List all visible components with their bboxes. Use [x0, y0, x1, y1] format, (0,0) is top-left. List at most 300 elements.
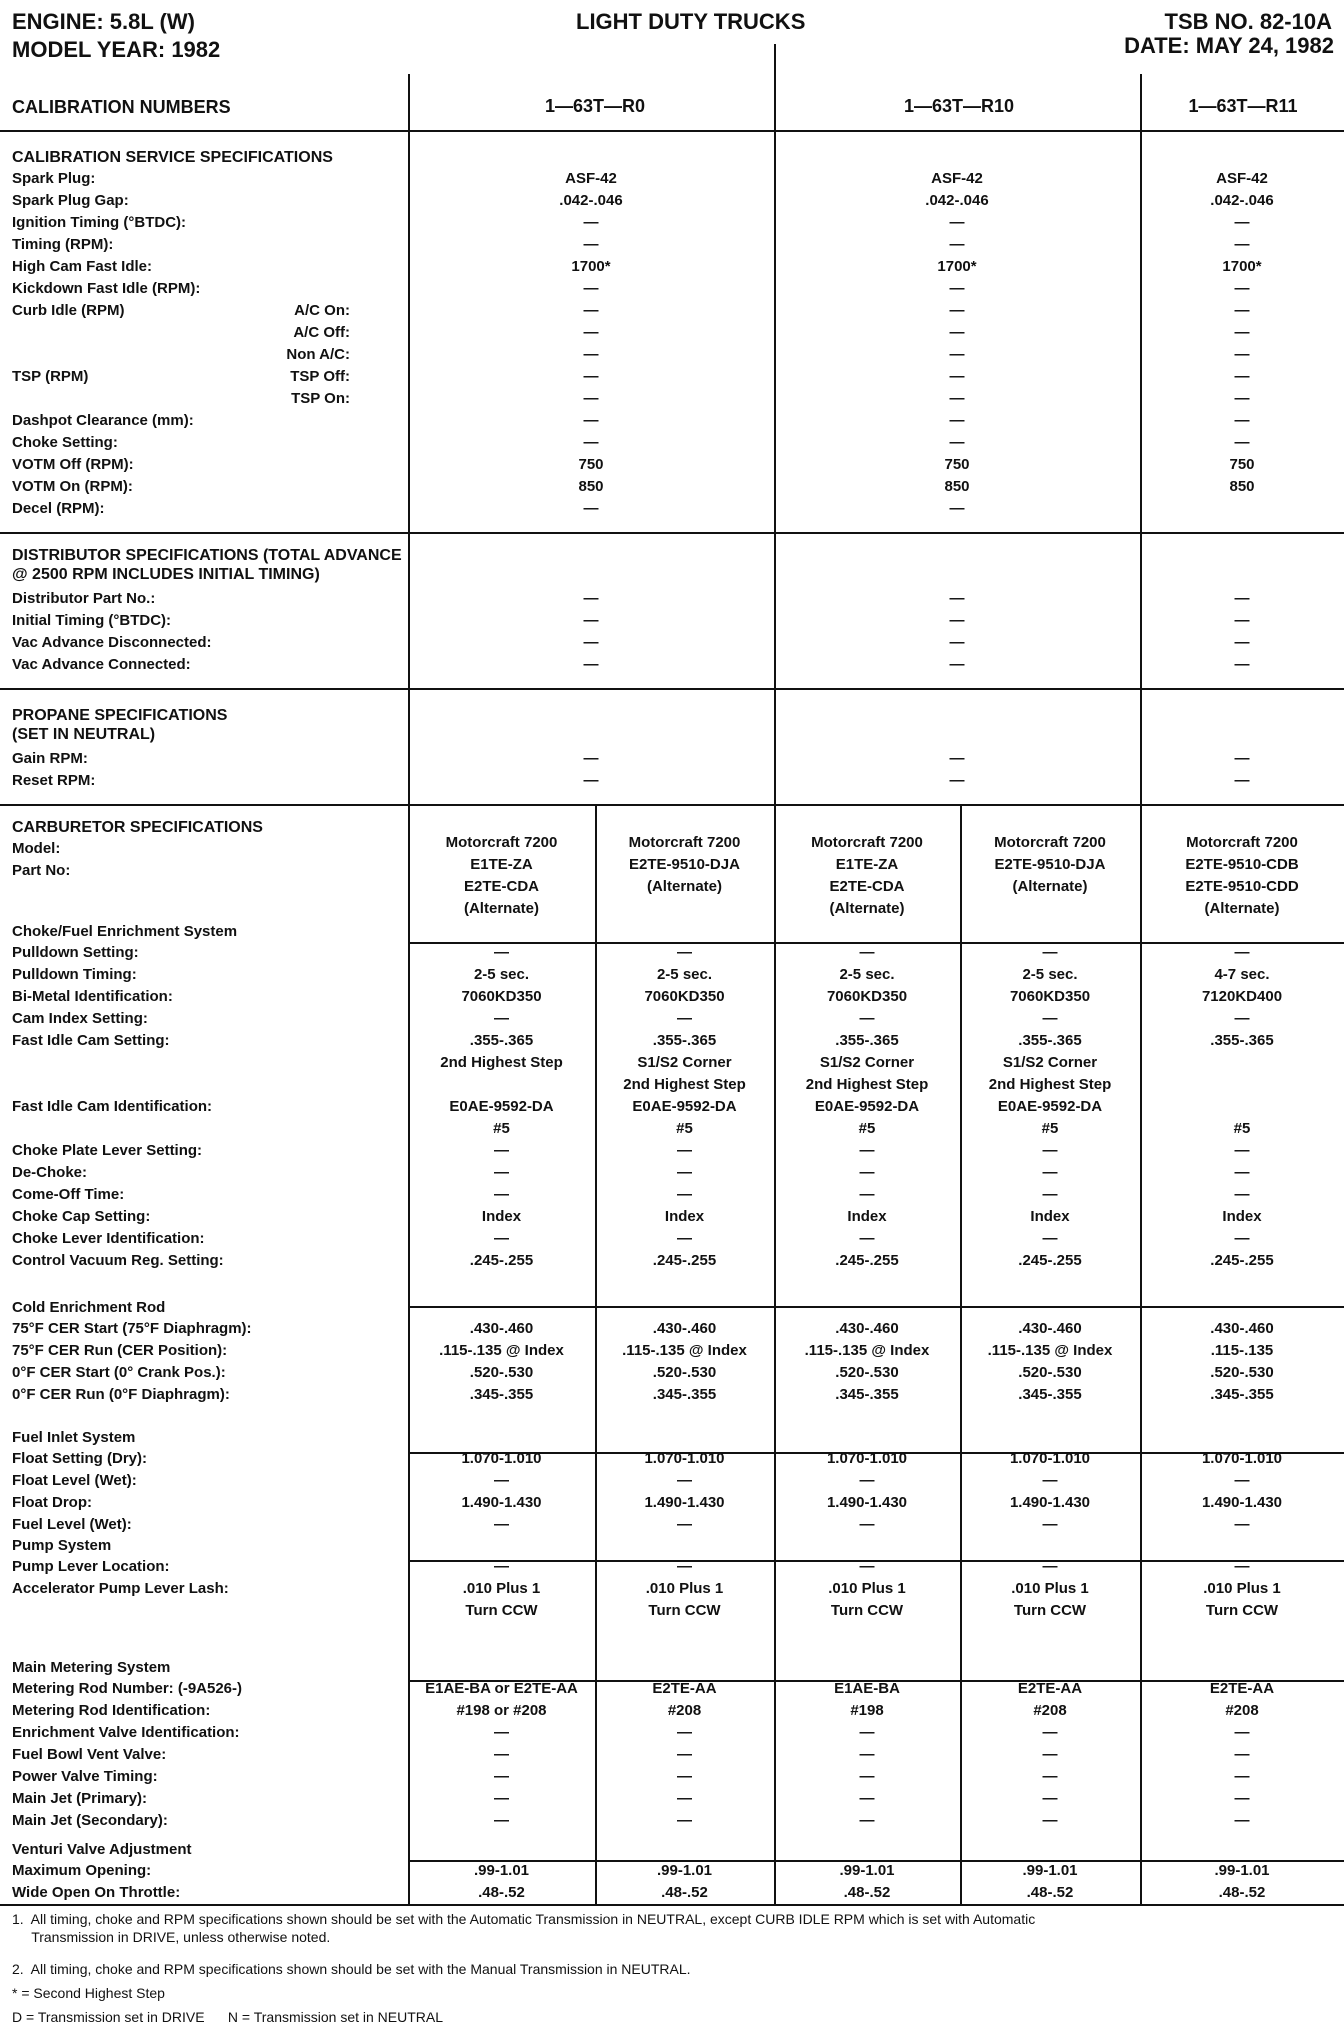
calibration-col-3: 1—63T—R11 [1188, 96, 1298, 116]
spec-value: — [494, 1010, 509, 1027]
spec-value: Index [1030, 1208, 1070, 1225]
spec-value: E2TE-AA [1209, 1680, 1275, 1697]
distributor-row-value [408, 610, 774, 632]
main-metering-row-label: Metering Rod Identification: [12, 1702, 211, 1719]
cold-column [960, 1318, 1140, 1406]
spec-value: — [949, 750, 965, 767]
service-row-value [1140, 256, 1344, 278]
spec-value: #198 or #208 [456, 1702, 547, 1719]
spec-value: #198 [850, 1702, 884, 1719]
service-row-sublabel: A/C Off: [293, 324, 350, 341]
spec-value: 1700* [1222, 258, 1262, 275]
spec-value: 2-5 sec. [1022, 966, 1078, 983]
spec-value: — [1234, 750, 1250, 767]
spec-value: — [1234, 1164, 1250, 1181]
spec-value: .245-.255 [835, 1252, 899, 1269]
spec-value: — [949, 590, 965, 607]
footnote-3: * = Second Highest Step [12, 1985, 165, 2001]
carburetor-model-labels: Model: Part No: [12, 840, 71, 879]
spec-value: — [583, 434, 599, 451]
service-row-value [774, 366, 1140, 388]
spec-value: — [494, 1472, 509, 1489]
cold-row-label: 75°F CER Run (CER Position): [12, 1342, 228, 1359]
spec-value: 2nd Highest Step [440, 1054, 563, 1071]
service-row-value [774, 212, 1140, 234]
spec-value: 1.490-1.430 [461, 1494, 542, 1511]
service-row-value [774, 454, 1140, 476]
choke-row-label: Cam Index Setting: [12, 1010, 148, 1027]
service-row-label: VOTM On (RPM): [12, 478, 133, 495]
spec-value: 2-5 sec. [656, 966, 713, 983]
spec-value: .245-.255 [1018, 1252, 1082, 1269]
carburetor-model-cell: Motorcraft 7200 E1TE-ZA E2TE-CDA (Alternate) [445, 834, 558, 917]
choke-column [774, 942, 960, 1272]
spec-value: — [949, 390, 965, 407]
spec-value: 1.070-1.010 [644, 1450, 725, 1467]
spec-value: — [1234, 1472, 1250, 1489]
service-row-value [1140, 344, 1344, 366]
spec-value: .520-.530 [1210, 1364, 1274, 1381]
propane-row-value [1140, 748, 1344, 770]
service-row-value [408, 498, 774, 520]
grid-line [0, 804, 1344, 806]
spec-value: 850 [944, 478, 970, 495]
service-row-value [408, 388, 774, 410]
fuel-inlet-title: Fuel Inlet System [12, 1429, 136, 1446]
service-row-value [408, 234, 774, 256]
spec-value: — [1234, 656, 1250, 673]
venturi-title: Venturi Valve Adjustment [12, 1841, 192, 1858]
spec-value: — [1234, 1724, 1250, 1741]
spec-value: — [583, 500, 599, 517]
spec-value: — [583, 412, 599, 429]
spec-value: .99-1.01 [1214, 1862, 1270, 1879]
spec-value: 7060KD350 [826, 988, 908, 1005]
choke-title: Choke/Fuel Enrichment System [12, 923, 238, 940]
spec-value: — [677, 1230, 692, 1247]
spec-value: E2TE-AA [1017, 1680, 1083, 1697]
spec-value: Turn CCW [648, 1602, 721, 1619]
service-row-value [1140, 212, 1344, 234]
spec-value: — [859, 1768, 875, 1785]
spec-value: .99-1.01 [1022, 1862, 1078, 1879]
spec-value: — [677, 1812, 692, 1829]
spec-value: — [1234, 1746, 1250, 1763]
carburetor-model-cell: Motorcraft 7200 E2TE-9510-DJA (Alternate) [994, 834, 1106, 895]
service-row-value [408, 344, 774, 366]
venturi-column [960, 1860, 1140, 1904]
service-row-value [774, 256, 1140, 278]
service-row-value [408, 432, 774, 454]
service-row-label: Decel (RPM): [12, 500, 105, 517]
spec-value: .115-.135 @ Index [804, 1342, 930, 1359]
service-row-value [774, 300, 1140, 322]
spec-value: — [949, 772, 965, 789]
spec-value: — [677, 1724, 692, 1741]
service-row-label: Timing (RPM): [12, 236, 114, 253]
spec-value: — [1234, 1558, 1250, 1575]
service-row-value [1140, 234, 1344, 256]
spec-value: — [494, 1790, 509, 1807]
service-section-title: CALIBRATION SERVICE SPECIFICATIONS [12, 149, 333, 166]
spec-value: Turn CCW [465, 1602, 538, 1619]
choke-row-label: De-Choke: [12, 1164, 88, 1181]
spec-value: — [949, 214, 965, 231]
service-row-value [1140, 454, 1344, 476]
spec-value: — [583, 368, 599, 385]
spec-value: — [677, 1746, 692, 1763]
pump-row-label: Accelerator Pump Lever Lash: [12, 1580, 229, 1597]
spec-value: #5 [676, 1120, 693, 1137]
service-row-value [408, 278, 774, 300]
spec-value: 1.070-1.010 [461, 1450, 542, 1467]
service-row-value [408, 168, 774, 190]
spec-value: .245-.255 [652, 1252, 717, 1269]
spec-value: .245-.255 [469, 1252, 534, 1269]
carburetor-section-title: CARBURETOR SPECIFICATIONS [12, 819, 263, 836]
spec-value: — [1234, 1010, 1250, 1027]
distributor-row-value [774, 588, 1140, 610]
spec-value: — [1042, 1558, 1058, 1575]
spec-value: .520-.530 [835, 1364, 899, 1381]
spec-value: .355-.365 [835, 1032, 899, 1049]
spec-value: — [1234, 1142, 1250, 1159]
spec-value: — [949, 634, 965, 651]
service-row-value [408, 410, 774, 432]
fuel-inlet-column [408, 1448, 595, 1536]
spec-value [1140, 1052, 1344, 1074]
service-row-value [1140, 410, 1344, 432]
service-row-sublabel: TSP On: [291, 390, 350, 407]
choke-row-label: Come-Off Time: [12, 1186, 125, 1203]
fuel-inlet-column [774, 1448, 960, 1536]
spec-value: .042-.046 [925, 192, 989, 209]
spec-value: — [583, 214, 599, 231]
spec-value: 7120KD400 [1201, 988, 1283, 1005]
spec-value: — [1234, 302, 1250, 319]
spec-value: — [677, 1516, 692, 1533]
spec-value: .48-.52 [1026, 1884, 1074, 1901]
cold-row-label: 75°F CER Start (75°F Diaphragm): [12, 1320, 252, 1337]
carburetor-model-cell: Motorcraft 7200 E1TE-ZA E2TE-CDA (Alternate) [811, 834, 923, 917]
spec-value: — [583, 750, 599, 767]
spec-value: 1.490-1.430 [1009, 1494, 1091, 1511]
spec-value: — [949, 324, 965, 341]
spec-value: — [949, 236, 965, 253]
spec-value: — [1234, 214, 1250, 231]
spec-value: — [494, 1746, 509, 1763]
spec-value: — [1234, 944, 1250, 961]
spec-value: 1.070-1.010 [1201, 1450, 1283, 1467]
spec-value: E0AE-9592-DA [814, 1098, 920, 1115]
distributor-row-label: Initial Timing (°BTDC): [12, 612, 172, 629]
choke-row-label: Control Vacuum Reg. Setting: [12, 1252, 224, 1269]
service-row-value [1140, 168, 1344, 190]
service-row-value [1140, 476, 1344, 498]
propane-row-value [774, 770, 1140, 792]
spec-value: 4-7 sec. [1214, 966, 1270, 983]
spec-value: #5 [1233, 1120, 1251, 1137]
propane-row-label: Gain RPM: [12, 750, 88, 767]
spec-value: — [859, 1724, 875, 1741]
main-metering-column [960, 1678, 1140, 1832]
fuel-inlet-row-label: Float Drop: [12, 1494, 92, 1511]
spec-value: — [677, 944, 692, 961]
distributor-row-value [408, 588, 774, 610]
choke-column [1140, 942, 1344, 1272]
distributor-row-value [1140, 654, 1344, 676]
service-row-value [408, 454, 774, 476]
engine-label: ENGINE: 5.8L (W) [12, 9, 195, 34]
distributor-row-value [1140, 588, 1344, 610]
spec-value: .520-.530 [469, 1364, 534, 1381]
spec-value: — [583, 634, 599, 651]
spec-value: E2TE-AA [652, 1680, 717, 1697]
spec-value: — [949, 302, 965, 319]
venturi-row-label: Maximum Opening: [12, 1862, 152, 1879]
spec-value: Index [481, 1208, 522, 1225]
spec-value: .115-.135 [1210, 1342, 1274, 1359]
service-row-label: Spark Plug: [12, 170, 96, 187]
service-row-value [1140, 300, 1344, 322]
spec-value: .010 Plus 1 [462, 1580, 541, 1597]
service-row-value [774, 190, 1140, 212]
propane-row-value [408, 770, 774, 792]
spec-value: 1.490-1.430 [826, 1494, 908, 1511]
spec-value: — [677, 1558, 692, 1575]
distributor-row-value [408, 632, 774, 654]
spec-value: — [859, 944, 875, 961]
service-row-label: Curb Idle (RPM) [12, 302, 125, 319]
spec-value: — [494, 1768, 509, 1785]
spec-value: — [494, 1142, 509, 1159]
spec-value: .345-.355 [1018, 1386, 1082, 1403]
calibration-col-1: 1—63T—R0 [544, 96, 646, 116]
distributor-section-title: DISTRIBUTOR SPECIFICATIONS (TOTAL ADVANCE @ 2500 RPM INCLUDES INITIAL TIMING) [12, 547, 402, 583]
spec-value: — [583, 236, 599, 253]
spec-value: — [494, 1230, 509, 1247]
fuel-inlet-column [595, 1448, 774, 1536]
calibration-numbers-label: CALIBRATION NUMBERS [12, 97, 231, 117]
spec-value: .48-.52 [478, 1884, 525, 1901]
choke-row-label: Pulldown Timing: [12, 966, 137, 983]
spec-value: — [949, 500, 965, 517]
spec-value: 1.490-1.430 [644, 1494, 725, 1511]
spec-value: — [1042, 1230, 1058, 1247]
spec-value: — [583, 280, 599, 297]
main-metering-column [595, 1678, 774, 1832]
cold-column [595, 1318, 774, 1406]
spec-value: .115-.135 @ Index [987, 1342, 1113, 1359]
cold-title: Cold Enrichment Rod [12, 1299, 166, 1316]
spec-value: .355-.365 [1210, 1032, 1274, 1049]
service-row-value [774, 432, 1140, 454]
spec-value: — [677, 1790, 692, 1807]
main-metering-title: Main Metering System [12, 1659, 171, 1676]
spec-value: — [859, 1472, 875, 1489]
spec-value: Turn CCW [1013, 1602, 1087, 1619]
spec-value: — [1042, 1142, 1058, 1159]
spec-value: — [859, 1746, 875, 1763]
spec-value: — [677, 1768, 692, 1785]
distributor-row-value [1140, 610, 1344, 632]
spec-value: — [949, 280, 965, 297]
spec-value: — [583, 772, 599, 789]
service-row-label: Kickdown Fast Idle (RPM): [12, 280, 201, 297]
spec-value: .48-.52 [661, 1884, 708, 1901]
spec-value: .042-.046 [1210, 192, 1274, 209]
spec-value: — [494, 1186, 509, 1203]
spec-value: — [677, 1142, 692, 1159]
spec-value: — [1234, 434, 1250, 451]
service-row-label: Dashpot Clearance (mm): [12, 412, 194, 429]
spec-value: — [1234, 1230, 1250, 1247]
service-row-value [774, 498, 1140, 520]
spec-value: — [949, 412, 965, 429]
spec-value: — [1234, 324, 1250, 341]
spec-value: 7060KD350 [461, 988, 542, 1005]
spec-value: Index [847, 1208, 887, 1225]
calibration-col-2: 1—63T—R10 [903, 96, 1015, 116]
spec-value: — [1234, 612, 1250, 629]
choke-row-label: Choke Lever Identification: [12, 1230, 205, 1247]
spec-value: — [949, 346, 965, 363]
spec-value: 7060KD350 [1009, 988, 1091, 1005]
service-row-label: High Cam Fast Idle: [12, 258, 153, 275]
spec-value: — [1042, 1164, 1058, 1181]
spec-value: 850 [578, 478, 604, 495]
spec-value: — [583, 324, 599, 341]
spec-value: — [1234, 280, 1250, 297]
spec-value: .345-.355 [835, 1386, 899, 1403]
spec-value: Turn CCW [830, 1602, 904, 1619]
spec-value: 2-5 sec. [839, 966, 895, 983]
propane-row-label: Reset RPM: [12, 772, 96, 789]
spec-value: 2nd Highest Step [988, 1076, 1112, 1093]
spec-value: S1/S2 Corner [819, 1054, 915, 1071]
venturi-row-label: Wide Open On Throttle: [12, 1884, 181, 1901]
main-metering-row-label: Metering Rod Number: (-9A526-) [12, 1680, 243, 1697]
spec-value: — [1042, 944, 1058, 961]
spec-value: — [859, 1812, 875, 1829]
model-year-label: MODEL YEAR: 1982 [12, 37, 221, 62]
spec-value: S1/S2 Corner [637, 1054, 732, 1071]
service-row-sublabel: A/C On: [294, 302, 350, 319]
tsb-number: TSB NO. 82-10A [1164, 9, 1332, 34]
spec-value: — [1234, 390, 1250, 407]
spec-value: .345-.355 [652, 1386, 717, 1403]
spec-value: .010 Plus 1 [1011, 1580, 1089, 1597]
spec-value: — [1234, 1186, 1250, 1203]
service-row-value [1140, 190, 1344, 212]
spec-value: .115-.135 @ Index [439, 1342, 564, 1359]
spec-value: — [583, 302, 599, 319]
pump-column [1140, 1556, 1344, 1622]
propane-row-value [774, 748, 1140, 770]
main-metering-column [1140, 1678, 1344, 1832]
spec-value: E0AE-9592-DA [449, 1098, 554, 1115]
grid-line [0, 130, 1344, 132]
spec-value: — [494, 1516, 509, 1533]
carburetor-model-cell: Motorcraft 7200 E2TE-9510-CDB E2TE-9510-CDD (Alternate) [1185, 834, 1299, 917]
spec-value: — [494, 1812, 509, 1829]
spec-value: — [494, 1558, 509, 1575]
choke-column [408, 942, 595, 1272]
spec-value: .042-.046 [559, 192, 623, 209]
spec-value [1140, 1074, 1344, 1096]
service-row-value [774, 168, 1140, 190]
spec-value: — [859, 1558, 875, 1575]
bulletin-date: DATE: MAY 24, 1982 [1124, 33, 1334, 58]
spec-value: Index [1222, 1208, 1262, 1225]
spec-value: Turn CCW [1205, 1602, 1279, 1619]
service-row-value [774, 476, 1140, 498]
spec-value: .355-.365 [1018, 1032, 1082, 1049]
page-title: LIGHT DUTY TRUCKS [576, 9, 806, 34]
spec-value: 750 [1229, 456, 1255, 473]
spec-value: E0AE-9592-DA [997, 1098, 1103, 1115]
service-row-label: TSP (RPM) [12, 368, 89, 385]
spec-value: .430-.460 [469, 1320, 534, 1337]
spec-value: .245-.255 [1210, 1252, 1274, 1269]
grid-line [408, 1306, 1344, 1308]
venturi-column [774, 1860, 960, 1904]
spec-value: .430-.460 [1210, 1320, 1274, 1337]
spec-value: — [1234, 1812, 1250, 1829]
pump-row-label: Pump Lever Location: [12, 1558, 170, 1575]
spec-value: — [1042, 1186, 1058, 1203]
spec-value: 2nd Highest Step [623, 1076, 746, 1093]
choke-column [960, 942, 1140, 1272]
spec-value: — [1042, 1010, 1058, 1027]
spec-value: — [859, 1186, 875, 1203]
spec-value: .99-1.01 [473, 1862, 530, 1879]
spec-value: — [583, 346, 599, 363]
cold-column [1140, 1318, 1344, 1406]
pump-column [774, 1556, 960, 1622]
fuel-inlet-column [960, 1448, 1140, 1536]
spec-value: 1.070-1.010 [826, 1450, 908, 1467]
service-row-value [408, 322, 774, 344]
spec-value [1140, 1096, 1344, 1118]
spec-value: — [859, 1790, 875, 1807]
footnote-2: 2. All timing, choke and RPM specifications shown should be set with the Manual Transmission in NEUTRAL. [12, 1961, 691, 1977]
footnote-4: D = Transmission set in DRIVE N = Transmission set in NEUTRAL [12, 2009, 444, 2025]
spec-value: #5 [1041, 1120, 1059, 1137]
service-row-value [1140, 432, 1344, 454]
spec-value: — [1042, 1812, 1058, 1829]
service-row-value [408, 366, 774, 388]
pump-column [960, 1556, 1140, 1622]
spec-value: .355-.365 [469, 1032, 534, 1049]
spec-value: .48-.52 [843, 1884, 891, 1901]
venturi-column [595, 1860, 774, 1904]
pump-title: Pump System [12, 1537, 112, 1554]
spec-value: .010 Plus 1 [1203, 1580, 1281, 1597]
spec-value: #208 [1033, 1702, 1067, 1719]
spec-value: .430-.460 [835, 1320, 899, 1337]
service-row-value [1140, 366, 1344, 388]
spec-value: .345-.355 [1210, 1386, 1274, 1403]
service-row-value [1140, 498, 1344, 520]
choke-row-label: Bi-Metal Identification: [12, 988, 173, 1005]
distributor-row-label: Distributor Part No.: [12, 590, 156, 607]
spec-value: .99-1.01 [656, 1862, 713, 1879]
venturi-column [1140, 1860, 1344, 1904]
spec-value: #208 [1225, 1702, 1259, 1719]
spec-value: Index [664, 1208, 705, 1225]
spec-value: — [494, 1724, 509, 1741]
